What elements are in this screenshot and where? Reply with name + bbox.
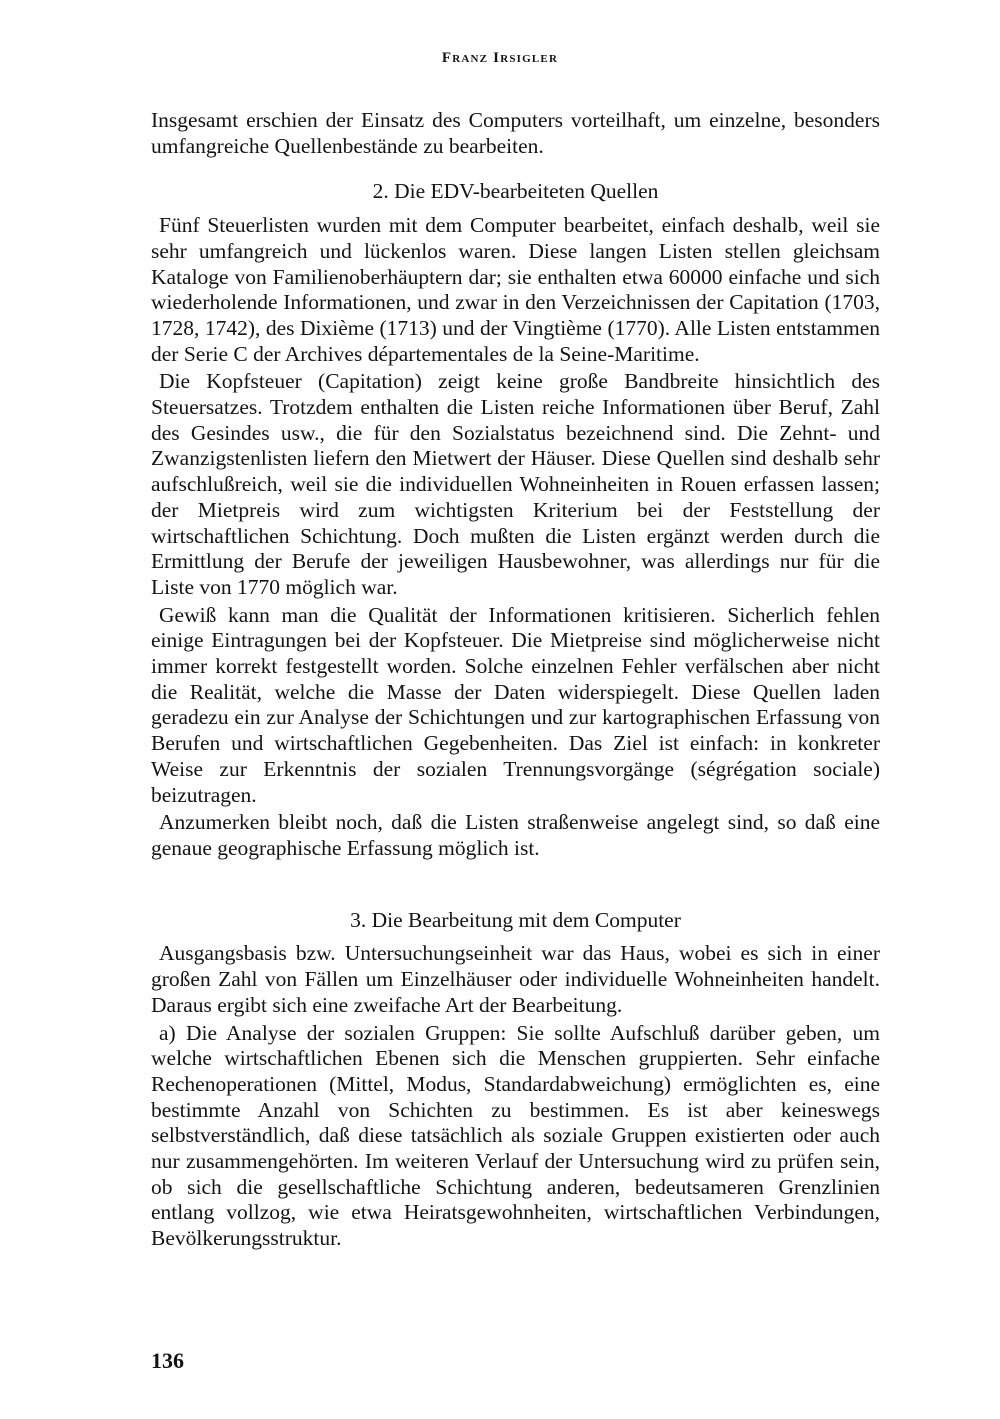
page-number: 136	[151, 1348, 184, 1373]
paragraph-quality: Gewiß kann man die Qualität der Informationen kritisieren. Sicherlich fehlen einige Eintragungen bei der Kopfsteuer. Die Mietpreise sind möglicherweise nicht immer korrekt festgestellt worden. Solche einzelnen Fehler verfälschen aber nicht die Realität, welche die Masse der Daten widerspiegelt. Diese Quellen laden geradezu ein zur Analyse der Schichtungen und zur kartographischen Erfassung von Berufen und wirtschaftlichen Gegebenheiten. Das Ziel ist einfach: in konkreter Weise zur Erkenntnis der sozialen Trennungsvorgänge (ségrégation sociale) beizutragen.	[151, 602, 880, 807]
paragraph-basis: Ausgangsbasis bzw. Untersuchungseinheit war das Haus, wobei es sich in einer großen Zahl von Fällen um Einzelhäuser oder individuelle Wohneinheiten handelt. Daraus ergibt sich eine zweifache Art der Bearbeitung.	[151, 941, 880, 1017]
section-heading-3: 3. Die Bearbeitung mit dem Computer	[350, 907, 681, 932]
running-head-author: Franz Irsigler	[441, 50, 559, 66]
paragraph-streets: Anzumerken bleibt noch, daß die Listen straßenweise angelegt sind, so daß eine genaue geographische Erfassung möglich ist.	[151, 810, 880, 860]
paragraph-social-groups: a) Die Analyse der sozialen Gruppen: Sie sollte Aufschluß darüber geben, um welche wirtschaftlichen Ebenen sich die Menschen gruppierten. Sehr einfache Rechenoperationen (Mittel, Modus, Standardabweichung) ermöglichten es, eine bestimmte Anzahl von Schichten zu bestimmen. Es ist aber keineswegs selbstverständlich, daß diese tatsächlich als soziale Gruppen existierten oder auch nur zusammengehörten. Im weiteren Verlauf der Untersuchung wird zu prüfen sein, ob sich die gesellschaftliche Schichtung anderen, bedeutsameren Grenzlinien entlang vollzog, wie etwa Heiratsgewohnheiten, wirtschaftlichen Verbindungen, Bevölkerungsstruktur.	[151, 1020, 880, 1251]
section-heading-2: 2. Die EDV-bearbeiteten Quellen	[372, 179, 659, 204]
paragraph-capitation: Die Kopfsteuer (Capitation) zeigt keine große Bandbreite hinsichtlich des Steuersatzes. Trotzdem enthalten die Listen reiche Informationen über Beruf, Zahl des Gesindes usw., die für den Sozialstatus bezeichnend sind. Die Zehnt- und Zwanzigstenlisten liefern den Mietwert der Häuser. Diese Quellen sind deshalb sehr aufschlußreich, weil sie die individuellen Wohneinheiten in Rouen erfassen lassen; der Mietpreis wird zum wichtigsten Kriterium bei der Feststellung der wirtschaftlichen Schichtung. Doch mußten die Listen ergänzt werden durch die Ermittlung der Berufe der jeweiligen Hausbewohner, was allerdings nur für die Liste von 1770 möglich war.	[151, 369, 880, 599]
paragraph-sources: Fünf Steuerlisten wurden mit dem Computer bearbeitet, einfach deshalb, weil sie sehr umfangreich und lückenlos waren. Diese langen Listen stellen gleichsam Kataloge von Familienoberhäuptern dar; sie enthalten etwa 60000 einfache und sich wiederholende Informationen, und zwar in den Verzeichnissen der Capitation (1703, 1728, 1742), des Dixième (1713) und der Vingtième (1770). Alle Listen entstammen der Serie C der Archives départementales de la Seine-Maritime.	[151, 213, 880, 366]
body-text	[151, 108, 880, 1252]
paragraph-intro: Insgesamt erschien der Einsatz des Computers vorteilhaft, um einzelne, besonders umfangreiche Quellenbestände zu bearbeiten.	[151, 108, 880, 158]
